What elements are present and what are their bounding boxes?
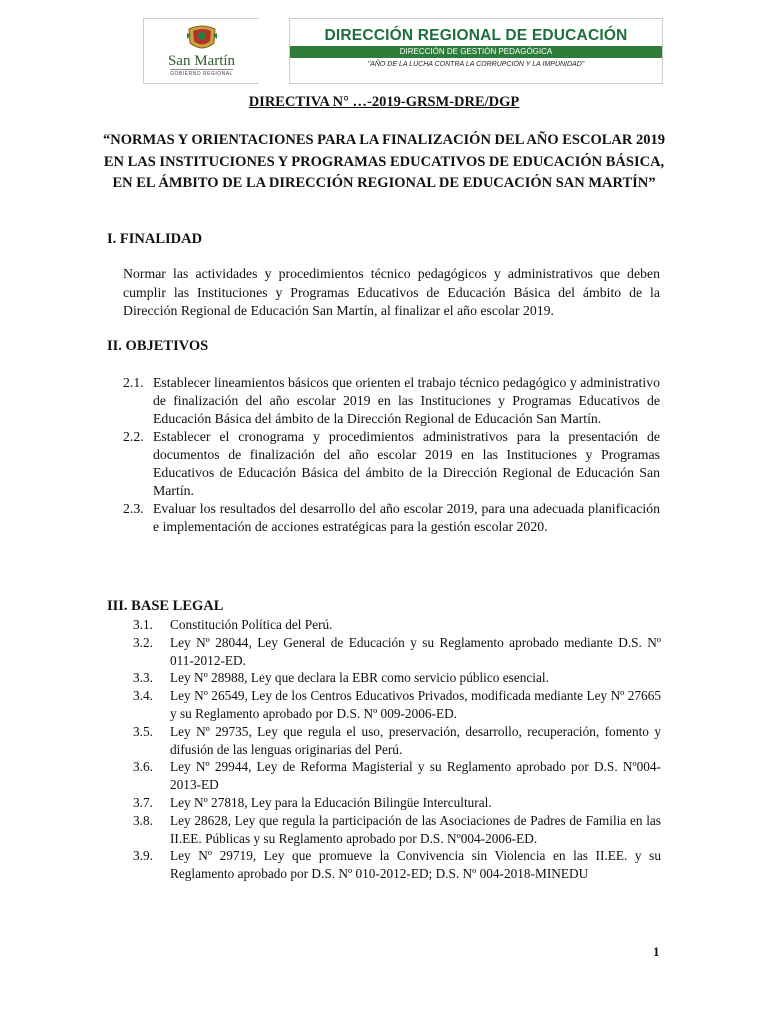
item-text: Ley 28628, Ley que regula la participación de las Asociaciones de Padres de Familia en las II.EE. Públicas y su Reglamento aprobado por D.S. Nº004-2006-ED. [170,812,661,846]
item-number: 3.7. [133,794,153,810]
item-number: 3.5. [133,723,153,739]
item-number: 3.6. [133,759,153,775]
department-band: DIRECCIÓN DE GESTIÓN PEDAGÓGICA [290,46,662,58]
list-item [133,634,661,670]
item-text: Ley Nº 29944, Ley de Reforma Magisterial y su Reglamento aprobado por D.S. Nº004-2013-ED [170,759,661,793]
institution-title: DIRECCIÓN REGIONAL DE EDUCACIÓN [324,27,628,44]
list-item [133,794,661,812]
list-item [133,687,661,723]
list-item [123,374,660,428]
item-text: Constitución Política del Perú. [170,617,333,632]
item-text: Ley Nº 29735, Ley que regula el uso, preservación, desarrollo, recuperación, fomento y difusión de las lenguas originarias del Perú. [170,723,661,757]
coat-of-arms-icon [185,23,219,53]
document-title: “NORMAS Y ORIENTACIONES PARA LA FINALIZACIÓN DEL AÑO ESCOLAR 2019 EN LAS INSTITUCIONES Y PROGRAMAS EDUCATIVOS DE EDUCACIÓN BÁSICA, EN EL ÁMBITO DE LA DIRECCIÓN REGIONAL DE EDUCACIÓN SAN MARTÍN” [103,132,665,191]
logo-name: San Martín [167,53,236,69]
section-heading-objetivos: II. OBJETIVOS [107,338,209,354]
item-number: 2.2. [123,429,144,444]
item-number: 2.1. [123,375,144,390]
item-text: Establecer el cronograma y procedimientos administrativos para la presentación de documentos de finalización del año escolar 2019 en las Instituciones y Programas Educativos de Educación Básica del ámbito de la Dirección Regional de Educación San Martín. [153,429,660,498]
year-slogan: "AÑO DE LA LUCHA CONTRA LA CORRUPCIÓN Y LA IMPUNIDAD" [367,61,585,68]
list-item [133,723,661,759]
item-number: 2.3. [123,501,144,516]
list-item [123,500,660,536]
item-number: 3.4. [133,688,153,704]
page-number: 1 [653,944,660,959]
item-text: Ley Nº 29719, Ley que promueve la Convivencia sin Violencia en las II.EE. y su Reglamento aprobado por D.S. Nº 010-2012-ED; D.S. Nº 004-2018-MINEDU [170,848,661,882]
item-number: 3.2. [133,634,153,650]
directive-number: DIRECTIVA N° …-2019-GRSM-DRE/DGP [248,94,520,110]
letterhead [143,18,663,84]
section-heading-finalidad: I. FINALIDAD [107,231,203,247]
item-number: 3.3. [133,670,153,686]
list-item [133,758,661,794]
item-number: 3.8. [133,812,153,828]
section-heading-base-legal: III. BASE LEGAL [107,598,224,614]
letterhead-banner [289,18,663,84]
item-number: 3.1. [133,617,153,632]
item-text: Ley Nº 28044, Ley General de Educación y su Reglamento aprobado mediante D.S. Nº 011-2012-ED. [170,634,661,668]
list-item [133,616,661,634]
objetivos-list [123,374,660,536]
item-text: Ley Nº 26549, Ley de los Centros Educativos Privados, modificada mediante Ley Nº 27665 y su Reglamento aprobado por D.S. Nº 009-2006-ED. [170,688,661,721]
item-text: Establecer lineamientos básicos que orienten el trabajo técnico pedagógico y administrativo de finalización del año escolar 2019 en las Instituciones y Programas Educativos de Educación Básica del ámbito de la Dirección Regional de Educación San Martín. [153,375,660,426]
regional-government-logo [143,18,259,84]
finalidad-paragraph: Normar las actividades y procedimientos técnico pedagógicos y administrativos que deben cumplir las Instituciones y Programas Educativos de Educación Básica del ámbito de la Dirección Regional de Educación San Martín, al finalizar el año escolar 2019. [123,266,660,318]
item-text: Evaluar los resultados del desarrollo del año escolar 2019, para una adecuada planificación e implementación de acciones estratégicas para la gestión escolar 2020. [153,501,660,534]
list-item [133,847,661,883]
item-number: 3.9. [133,848,153,864]
base-legal-list [133,616,661,883]
list-item [123,428,660,500]
list-item [133,669,661,687]
item-text: Ley Nº 27818, Ley para la Educación Bilingüe Intercultural. [170,794,492,810]
item-text: Ley Nº 28988, Ley que declara la EBR como servicio público esencial. [170,670,549,686]
logo-subtitle: GOBIERNO REGIONAL [170,71,233,77]
list-item [133,812,661,848]
